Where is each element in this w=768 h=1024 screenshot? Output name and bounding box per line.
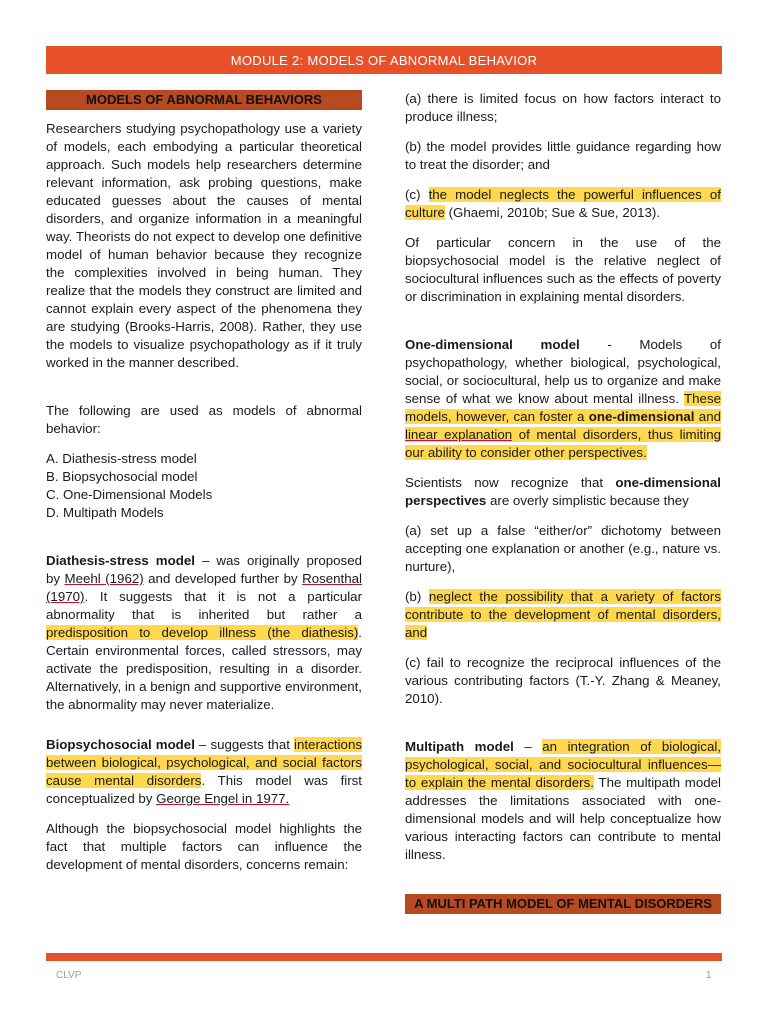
list-item: C. One-Dimensional Models: [46, 487, 213, 502]
highlighted-text: neglect the possibility that a variety of factors contribute to the development of mental disorders, and: [405, 589, 721, 640]
highlighted-text: predisposition to develop illness (the diathesis): [46, 625, 359, 640]
multipath-figure-heading: A MULTI PATH MODEL OF MENTAL DISORDERS: [405, 894, 721, 914]
left-column: [46, 90, 362, 886]
point-c: (c) fail to recognize the reciprocal influences of the various contributing factors (T.-Y. Zhang & Meaney, 2010).: [405, 655, 721, 706]
list-item: D. Multipath Models: [46, 505, 164, 520]
models-list: [46, 450, 362, 522]
meehl-reference: Meehl (1962): [64, 571, 144, 586]
highlighted-text: the model neglects the powerful influences of culture: [405, 187, 721, 220]
section-heading: MODELS OF ABNORMAL BEHAVIORS: [46, 90, 362, 110]
biopsychosocial-term: Biopsychosocial model: [46, 737, 195, 752]
although-paragraph: Although the biopsychosocial model highlights the fact that multiple factors can influence the development of mental disorders, concerns remain:: [46, 821, 362, 872]
linear-explanation-text: linear explanation: [405, 427, 513, 442]
concern-c: (c) the model neglects the powerful influences of culture (Ghaemi, 2010b; Sue & Sue, 2013).: [405, 187, 721, 220]
list-item: B. Biopsychosocial model: [46, 469, 198, 484]
page-number: 1: [706, 970, 712, 981]
footer-label: CLVP: [56, 970, 82, 981]
intro-paragraph: Researchers studying psychopathology use a variety of models, each embodying a particular theoretical approach. Such models help researchers determine relevant information, ask probing questions, make educated guesses about the causes of mental disorders, and organize information in a meaningful way. Theorists do not expect to develop one definitive model of human behavior because they recognize the complexities involved in being human. They realize that the models they construct are limited and cannot explain every aspect of the phenomena they are studying (Brooks-Harris, 2008). Rather, they use the models to visualize psychopathology as if it truly worked in the manner described.: [46, 121, 362, 370]
concern-a: (a) there is limited focus on how factors interact to produce illness;: [405, 91, 721, 124]
point-b: (b) neglect the possibility that a variety of factors contribute to the development of mental disorders, and: [405, 589, 721, 640]
module-title-banner: [46, 46, 722, 74]
scientists-paragraph: Scientists now recognize that one-dimensional perspectives are overly simplistic because they: [405, 475, 721, 508]
diathesis-paragraph: Diathesis-stress model – was originally proposed by Meehl (1962) and developed further by Rosenthal (1970). It suggests that it is not a particular abnormality that is inherited but rather a predisposition to develop illness (the diathesis). Certain environmental forces, called stressors, may activate the predisposition, resulting in a disorder. Alternatively, in a benign and supportive environment, the abnormality may never materialize.: [46, 553, 362, 712]
diathesis-term: Diathesis-stress model: [46, 553, 195, 568]
footer-bar: [46, 953, 722, 961]
point-a: (a) set up a false “either/or” dichotomy between accepting one explanation or another (e.g., nature vs. nurture),: [405, 523, 721, 574]
one-dimensional-term: One-dimensional model: [405, 337, 580, 352]
highlighted-text: an integration of biological, psychological, social, and sociocultural influences—to explain the mental disorders.: [405, 739, 721, 790]
highlighted-text: interactions between biological, psychological, and social factors cause mental disorders: [46, 737, 362, 788]
engel-reference: George Engel in 1977.: [156, 791, 290, 806]
multipath-paragraph: Multipath model – an integration of biological, psychological, social, and sociocultural influences—to explain the mental disorders. The multipath model addresses the limitations associated with one-dimensional models and will help conceptualize how various interacting factors can contribute to mental illness.: [405, 739, 721, 862]
multipath-term: Multipath model: [405, 739, 514, 754]
concern-b: (b) the model provides little guidance regarding how to treat the disorder; and: [405, 139, 721, 172]
particular-paragraph: Of particular concern in the use of the biopsychosocial model is the relative neglect of sociocultural influences such as the effects of poverty or discrimination in explaining mental disorders.: [405, 235, 721, 304]
right-column: [405, 90, 721, 924]
list-item: A. Diathesis-stress model: [46, 451, 197, 466]
module-title: MODULE 2: MODELS OF ABNORMAL BEHAVIOR: [230, 52, 538, 68]
rosenthal-reference: Rosenthal (1970): [46, 571, 362, 604]
following-paragraph: The following are used as models of abnormal behavior:: [46, 403, 362, 436]
biopsychosocial-paragraph: Biopsychosocial model – suggests that interactions between biological, psychological, and social factors cause mental disorders. This model was first conceptualized by George Engel in 1977.: [46, 737, 362, 806]
one-dimensional-paragraph: One-dimensional model - Models of psychopathology, whether biological, psychological, social, or sociocultural, help us to organize and make sense of what we know about mental illness. These models, however, can foster a one-dimensional and linear explanation of mental disorders, thus limiting our ability to consider other perspectives.: [405, 337, 721, 460]
